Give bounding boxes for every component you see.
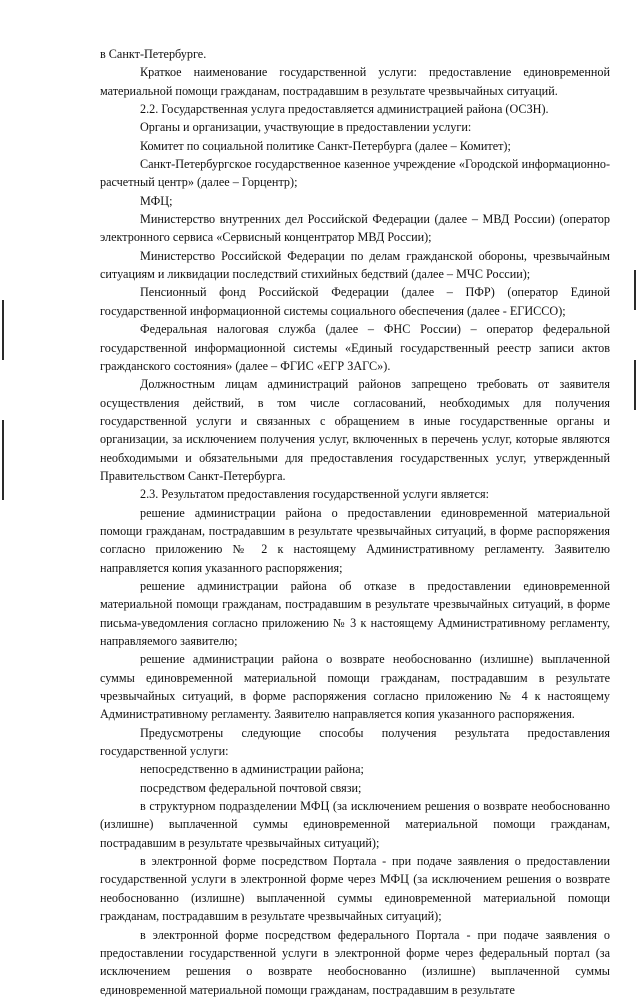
scan-edge-mark [634, 270, 636, 310]
paragraph: посредством федеральной почтовой связи; [140, 780, 362, 795]
paragraph: Органы и организации, участвующие в предоставлении услуги: [140, 120, 472, 135]
paragraph: Должностным лицам администраций районов запрещено требовать от заявителя осуществления действий, в том числе согласований, необходимых для получения государственной услуги и связанных с обращением в иные государственные органы и организации, за исключением получения услуг, включенных в перечень услуг, которые являются необходимыми и обязательными для предоставления государственных услуг, утвержденный Правительством Санкт-Петербурга. [100, 377, 610, 483]
scan-edge-mark [2, 300, 4, 360]
paragraph: в структурном подразделении МФЦ (за исключением решения о возврате необоснованно (излишне) выплаченной суммы единовременной материальной помощи гражданам, пострадавшим в результате чрезвычайных ситуаций); [100, 799, 610, 850]
paragraph: решение администрации района о предоставлении единовременной материальной помощи гражданам, пострадавшим в результате чрезвычайных ситуаций, в форме распоряжения согласно приложению № 2 к настоящему Административному регламенту. Заявителю направляется копия указанного распоряжения; [100, 505, 610, 575]
paragraph: 2.2. Государственная услуга предоставляется администрацией района (ОСЗН). [140, 102, 549, 117]
paragraph: Министерство Российской Федерации по делам гражданской обороны, чрезвычайным ситуациям и ликвидации последствий стихийных бедствий (далее – МЧС России); [100, 248, 610, 282]
paragraph: решение администрации района об отказе в предоставлении единовременной материальной помощи гражданам, пострадавшим в результате чрезвычайных ситуаций, в форме письма-уведомления согласно приложению № 3 к настоящему Административному регламенту, направляемого заявителю; [100, 578, 610, 648]
paragraph: Пенсионный фонд Российской Федерации (далее – ПФР) (оператор Единой государственной информационной системы социального обеспечения (далее - ЕГИССО); [100, 285, 610, 318]
paragraph: в электронной форме посредством федерального Портала - при подаче заявления о предоставлении государственной услуги в электронной форме через федеральный портал (за исключением решения о возврате необоснованно (излишне) выплаченной суммы единовременной материальной помощи гражданам, пострадавшим в результате [100, 927, 610, 997]
paragraph: Федеральная налоговая служба (далее – ФНС России) – оператор федеральной государственной информационной системы «Единый государственный реестр записи актов гражданского состояния» (далее – ФГИС «ЕГР ЗАГС»). [100, 322, 610, 373]
paragraph: Предусмотрены следующие способы получения результата предоставления государственной услуги: [100, 725, 610, 759]
document-body [100, 45, 610, 999]
paragraph: решение администрации района о возврате необоснованно (излишне) выплаченной суммы единовременной материальной помощи гражданам, пострадавшим в результате чрезвычайных ситуаций, в форме распоряжения согласно приложению № 4 к настоящему Административному регламенту. Заявителю направляется копия указанного распоряжения. [100, 652, 610, 722]
paragraph: в Санкт-Петербурге. [100, 47, 207, 61]
paragraph: Министерство внутренних дел Российской Федерации (далее – МВД России) (оператор электронного сервиса «Сервисный концентратор МВД России); [100, 212, 610, 245]
paragraph: непосредственно в администрации района; [140, 762, 364, 777]
scan-edge-mark [2, 420, 4, 500]
paragraph: Краткое наименование государственной услуги: предоставление единовременной материальной помощи гражданам, пострадавшим в результате чрезвычайных ситуаций. [100, 65, 610, 98]
paragraph: МФЦ; [140, 193, 173, 208]
scan-edge-mark [634, 360, 636, 410]
paragraph: 2.3. Результатом предоставления государственной услуги является: [140, 487, 490, 502]
paragraph: Комитет по социальной политике Санкт-Петербурга (далее – Комитет); [140, 138, 511, 153]
paragraph: в электронной форме посредством Портала - при подаче заявления о предоставлении государственной услуги в электронной форме через МФЦ (за исключением решения о возврате необоснованно (излишне) выплаченной суммы единовременной материальной помощи гражданам, пострадавшим в результате чрезвычайных ситуаций); [100, 854, 610, 924]
paragraph: Санкт-Петербургское государственное казенное учреждение «Городской информационно-расчетный центр» (далее – Горцентр); [100, 157, 610, 190]
